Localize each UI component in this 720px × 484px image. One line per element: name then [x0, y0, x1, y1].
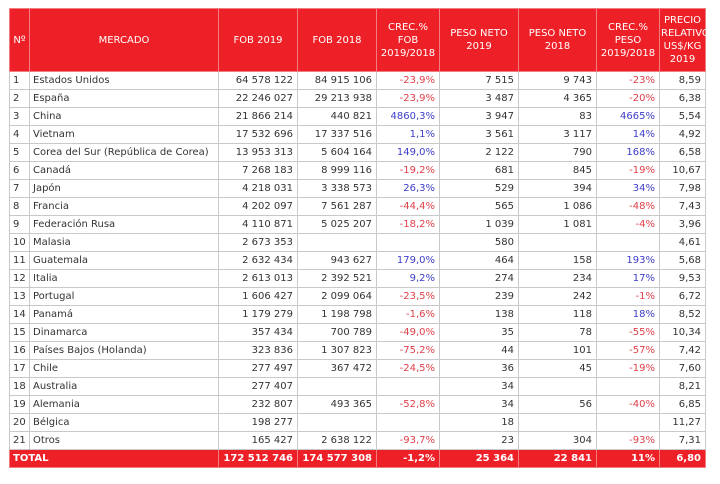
crec-peso-cell: [597, 414, 660, 432]
crec-fob-cell: -44,4%: [377, 198, 440, 216]
export-markets-table: [9, 8, 710, 468]
crec-peso-cell: -19%: [597, 360, 660, 378]
fob-2019-cell: 323 836: [219, 342, 298, 360]
table-row: [10, 216, 706, 234]
crec-peso-cell: -57%: [597, 342, 660, 360]
crec-fob-cell: 26,3%: [377, 180, 440, 198]
row-number-cell: 19: [10, 396, 30, 414]
crec-peso-cell: -23%: [597, 72, 660, 90]
crec-fob-cell: -19,2%: [377, 162, 440, 180]
fob-2018-cell: 2 638 122: [298, 432, 377, 450]
crec-peso-cell: -55%: [597, 324, 660, 342]
market-name-cell: Francia: [30, 198, 219, 216]
fob-2019-cell: 4 218 031: [219, 180, 298, 198]
fob-2018-cell: 2 099 064: [298, 288, 377, 306]
row-number-cell: 3: [10, 108, 30, 126]
peso-2018-cell: [519, 378, 597, 396]
market-name-cell: Vietnam: [30, 126, 219, 144]
fob-2019-cell: 64 578 122: [219, 72, 298, 90]
crec-fob-cell: 9,2%: [377, 270, 440, 288]
precio-relativo-cell: 6,38: [660, 90, 706, 108]
peso-2019-cell: 36: [440, 360, 519, 378]
peso-2019-cell: 565: [440, 198, 519, 216]
crec-peso-cell: [597, 234, 660, 252]
table-row: [10, 180, 706, 198]
precio-relativo-cell: 4,92: [660, 126, 706, 144]
fob-2018-cell: 943 627: [298, 252, 377, 270]
row-number-cell: 14: [10, 306, 30, 324]
peso-2019-cell: 7 515: [440, 72, 519, 90]
crec-peso-cell: 4665%: [597, 108, 660, 126]
header-row: [10, 9, 706, 72]
fob-2018-cell: 8 999 116: [298, 162, 377, 180]
market-name-cell: Malasia: [30, 234, 219, 252]
precio-relativo-cell: 8,59: [660, 72, 706, 90]
table-row: [10, 90, 706, 108]
peso-2018-cell: [519, 234, 597, 252]
peso-2019-cell: 1 039: [440, 216, 519, 234]
fob-2018-cell: 2 392 521: [298, 270, 377, 288]
peso-2018-cell: 3 117: [519, 126, 597, 144]
peso-2018-cell: 56: [519, 396, 597, 414]
row-number-cell: 17: [10, 360, 30, 378]
peso-2018-cell: 845: [519, 162, 597, 180]
peso-2019-cell: 34: [440, 378, 519, 396]
crec-fob-cell: -23,5%: [377, 288, 440, 306]
precio-relativo-cell: 9,53: [660, 270, 706, 288]
table-row: [10, 198, 706, 216]
crec-peso-cell: 17%: [597, 270, 660, 288]
precio-relativo-cell: 8,52: [660, 306, 706, 324]
row-number-cell: 15: [10, 324, 30, 342]
crec-fob-cell: -1,6%: [377, 306, 440, 324]
header-crec-fob: CREC.% FOB 2019/2018: [377, 9, 440, 72]
fob-2018-cell: 5 025 207: [298, 216, 377, 234]
table-row: [10, 108, 706, 126]
peso-2019-cell: 138: [440, 306, 519, 324]
table-row: [10, 360, 706, 378]
market-name-cell: China: [30, 108, 219, 126]
fob-2019-cell: 1 179 279: [219, 306, 298, 324]
peso-2019-cell: 35: [440, 324, 519, 342]
crec-fob-cell: 149,0%: [377, 144, 440, 162]
fob-2018-cell: 3 338 573: [298, 180, 377, 198]
peso-2018-cell: 394: [519, 180, 597, 198]
peso-2018-cell: 45: [519, 360, 597, 378]
header-crec-peso: CREC.% PESO 2019/2018: [597, 9, 660, 72]
peso-2018-cell: 4 365: [519, 90, 597, 108]
crec-peso-cell: -19%: [597, 162, 660, 180]
table-row: [10, 144, 706, 162]
fob-2019-cell: 22 246 027: [219, 90, 298, 108]
fob-2018-cell: 367 472: [298, 360, 377, 378]
fob-2018-cell: 493 365: [298, 396, 377, 414]
peso-2019-cell: 464: [440, 252, 519, 270]
fob-2019-cell: 17 532 696: [219, 126, 298, 144]
crec-peso-cell: [597, 378, 660, 396]
row-number-cell: 2: [10, 90, 30, 108]
peso-2018-cell: 9 743: [519, 72, 597, 90]
row-number-cell: 12: [10, 270, 30, 288]
fob-2018-cell: 700 789: [298, 324, 377, 342]
precio-relativo-cell: 11,27: [660, 414, 706, 432]
header-peso-2019: PESO NETO 2019: [440, 9, 519, 72]
table-row: [10, 396, 706, 414]
peso-2019-cell: 3 947: [440, 108, 519, 126]
table-row: [10, 288, 706, 306]
precio-relativo-cell: 7,60: [660, 360, 706, 378]
peso-2019-cell: 239: [440, 288, 519, 306]
peso-2019-cell: 3 487: [440, 90, 519, 108]
header-peso-2018: PESO NETO 2018: [519, 9, 597, 72]
crec-fob-cell: 1,1%: [377, 126, 440, 144]
crec-peso-cell: -48%: [597, 198, 660, 216]
peso-2019-cell: 18: [440, 414, 519, 432]
peso-2018-cell: 83: [519, 108, 597, 126]
crec-fob-cell: -23,9%: [377, 72, 440, 90]
header-fob-2018: FOB 2018: [298, 9, 377, 72]
market-name-cell: Italia: [30, 270, 219, 288]
fob-2019-cell: 232 807: [219, 396, 298, 414]
precio-relativo-cell: 3,96: [660, 216, 706, 234]
crec-fob-cell: 4860,3%: [377, 108, 440, 126]
peso-2018-cell: 234: [519, 270, 597, 288]
peso-2019-cell: 2 122: [440, 144, 519, 162]
fob-2019-cell: 2 613 013: [219, 270, 298, 288]
peso-2019-cell: 529: [440, 180, 519, 198]
peso-2018-cell: 118: [519, 306, 597, 324]
peso-2019-cell: 34: [440, 396, 519, 414]
peso-2019-cell: 23: [440, 432, 519, 450]
fob-2019-cell: 165 427: [219, 432, 298, 450]
total-fob-2018: 174 577 308: [298, 450, 377, 468]
row-number-cell: 11: [10, 252, 30, 270]
crec-peso-cell: -93%: [597, 432, 660, 450]
row-number-cell: 9: [10, 216, 30, 234]
fob-2018-cell: 84 915 106: [298, 72, 377, 90]
fob-2018-cell: [298, 378, 377, 396]
crec-fob-cell: -23,9%: [377, 90, 440, 108]
crec-fob-cell: [377, 414, 440, 432]
header-mercado: MERCADO: [30, 9, 219, 72]
peso-2018-cell: 158: [519, 252, 597, 270]
crec-fob-cell: -49,0%: [377, 324, 440, 342]
table-row: [10, 72, 706, 90]
table-row: [10, 324, 706, 342]
market-name-cell: Federación Rusa: [30, 216, 219, 234]
header-fob-2019: FOB 2019: [219, 9, 298, 72]
crec-peso-cell: -20%: [597, 90, 660, 108]
row-number-cell: 1: [10, 72, 30, 90]
precio-relativo-cell: 7,31: [660, 432, 706, 450]
fob-2018-cell: 17 337 516: [298, 126, 377, 144]
fob-2018-cell: 1 307 823: [298, 342, 377, 360]
row-number-cell: 6: [10, 162, 30, 180]
market-name-cell: Otros: [30, 432, 219, 450]
total-fob-2019: 172 512 746: [219, 450, 298, 468]
precio-relativo-cell: 6,58: [660, 144, 706, 162]
crec-fob-cell: [377, 234, 440, 252]
header-precio: PRECIO RELATIVO US$/KG 2019: [660, 9, 706, 72]
total-label: TOTAL: [10, 450, 219, 468]
row-number-cell: 16: [10, 342, 30, 360]
total-crec-peso: 11%: [597, 450, 660, 468]
row-number-cell: 18: [10, 378, 30, 396]
peso-2018-cell: 790: [519, 144, 597, 162]
fob-2018-cell: 5 604 164: [298, 144, 377, 162]
total-crec-fob: -1,2%: [377, 450, 440, 468]
fob-2018-cell: 7 561 287: [298, 198, 377, 216]
table-row: [10, 432, 706, 450]
row-number-cell: 4: [10, 126, 30, 144]
precio-relativo-cell: 7,43: [660, 198, 706, 216]
crec-peso-cell: 18%: [597, 306, 660, 324]
market-name-cell: Países Bajos (Holanda): [30, 342, 219, 360]
row-number-cell: 20: [10, 414, 30, 432]
fob-2019-cell: 277 497: [219, 360, 298, 378]
header-n: Nº: [10, 9, 30, 72]
fob-2018-cell: 1 198 798: [298, 306, 377, 324]
table-row: [10, 342, 706, 360]
crec-fob-cell: -52,8%: [377, 396, 440, 414]
crec-peso-cell: -1%: [597, 288, 660, 306]
peso-2018-cell: 101: [519, 342, 597, 360]
precio-relativo-cell: 10,34: [660, 324, 706, 342]
precio-relativo-cell: 5,68: [660, 252, 706, 270]
precio-relativo-cell: 10,67: [660, 162, 706, 180]
table-row: [10, 252, 706, 270]
crec-fob-cell: -24,5%: [377, 360, 440, 378]
market-name-cell: Canadá: [30, 162, 219, 180]
precio-relativo-cell: 8,21: [660, 378, 706, 396]
market-name-cell: Bélgica: [30, 414, 219, 432]
peso-2018-cell: 304: [519, 432, 597, 450]
row-number-cell: 7: [10, 180, 30, 198]
crec-peso-cell: 168%: [597, 144, 660, 162]
table-row: [10, 414, 706, 432]
table-row: [10, 126, 706, 144]
peso-2018-cell: 78: [519, 324, 597, 342]
fob-2019-cell: 4 202 097: [219, 198, 298, 216]
peso-2018-cell: 242: [519, 288, 597, 306]
fob-2018-cell: 29 213 938: [298, 90, 377, 108]
precio-relativo-cell: 5,54: [660, 108, 706, 126]
market-name-cell: Guatemala: [30, 252, 219, 270]
market-name-cell: Panamá: [30, 306, 219, 324]
total-row: [10, 450, 706, 468]
table-row: [10, 270, 706, 288]
crec-peso-cell: 193%: [597, 252, 660, 270]
fob-2019-cell: 198 277: [219, 414, 298, 432]
market-name-cell: Corea del Sur (República de Corea): [30, 144, 219, 162]
peso-2019-cell: 44: [440, 342, 519, 360]
market-name-cell: Japón: [30, 180, 219, 198]
crec-peso-cell: 34%: [597, 180, 660, 198]
precio-relativo-cell: 7,98: [660, 180, 706, 198]
fob-2019-cell: 4 110 871: [219, 216, 298, 234]
market-name-cell: Chile: [30, 360, 219, 378]
precio-relativo-cell: 4,61: [660, 234, 706, 252]
table-row: [10, 162, 706, 180]
row-number-cell: 13: [10, 288, 30, 306]
table-row: [10, 234, 706, 252]
fob-2018-cell: [298, 234, 377, 252]
market-name-cell: Australia: [30, 378, 219, 396]
peso-2019-cell: 681: [440, 162, 519, 180]
row-number-cell: 21: [10, 432, 30, 450]
fob-2019-cell: 2 632 434: [219, 252, 298, 270]
market-name-cell: España: [30, 90, 219, 108]
table-row: [10, 378, 706, 396]
fob-2018-cell: 440 821: [298, 108, 377, 126]
fob-2018-cell: [298, 414, 377, 432]
precio-relativo-cell: 6,85: [660, 396, 706, 414]
row-number-cell: 8: [10, 198, 30, 216]
crec-peso-cell: -40%: [597, 396, 660, 414]
peso-2018-cell: 1 086: [519, 198, 597, 216]
fob-2019-cell: 2 673 353: [219, 234, 298, 252]
crec-fob-cell: [377, 378, 440, 396]
crec-fob-cell: -18,2%: [377, 216, 440, 234]
market-name-cell: Dinamarca: [30, 324, 219, 342]
crec-peso-cell: -4%: [597, 216, 660, 234]
peso-2019-cell: 580: [440, 234, 519, 252]
peso-2019-cell: 3 561: [440, 126, 519, 144]
fob-2019-cell: 357 434: [219, 324, 298, 342]
fob-2019-cell: 13 953 313: [219, 144, 298, 162]
fob-2019-cell: 21 866 214: [219, 108, 298, 126]
total-peso-2018: 22 841: [519, 450, 597, 468]
market-name-cell: Estados Unidos: [30, 72, 219, 90]
crec-fob-cell: -93,7%: [377, 432, 440, 450]
precio-relativo-cell: 6,72: [660, 288, 706, 306]
precio-relativo-cell: 7,42: [660, 342, 706, 360]
market-name-cell: Portugal: [30, 288, 219, 306]
crec-fob-cell: -75,2%: [377, 342, 440, 360]
row-number-cell: 5: [10, 144, 30, 162]
total-peso-2019: 25 364: [440, 450, 519, 468]
crec-fob-cell: 179,0%: [377, 252, 440, 270]
peso-2018-cell: 1 081: [519, 216, 597, 234]
fob-2019-cell: 1 606 427: [219, 288, 298, 306]
peso-2019-cell: 274: [440, 270, 519, 288]
fob-2019-cell: 7 268 183: [219, 162, 298, 180]
total-precio: 6,80: [660, 450, 706, 468]
crec-peso-cell: 14%: [597, 126, 660, 144]
table-row: [10, 306, 706, 324]
peso-2018-cell: [519, 414, 597, 432]
market-name-cell: Alemania: [30, 396, 219, 414]
row-number-cell: 10: [10, 234, 30, 252]
fob-2019-cell: 277 407: [219, 378, 298, 396]
